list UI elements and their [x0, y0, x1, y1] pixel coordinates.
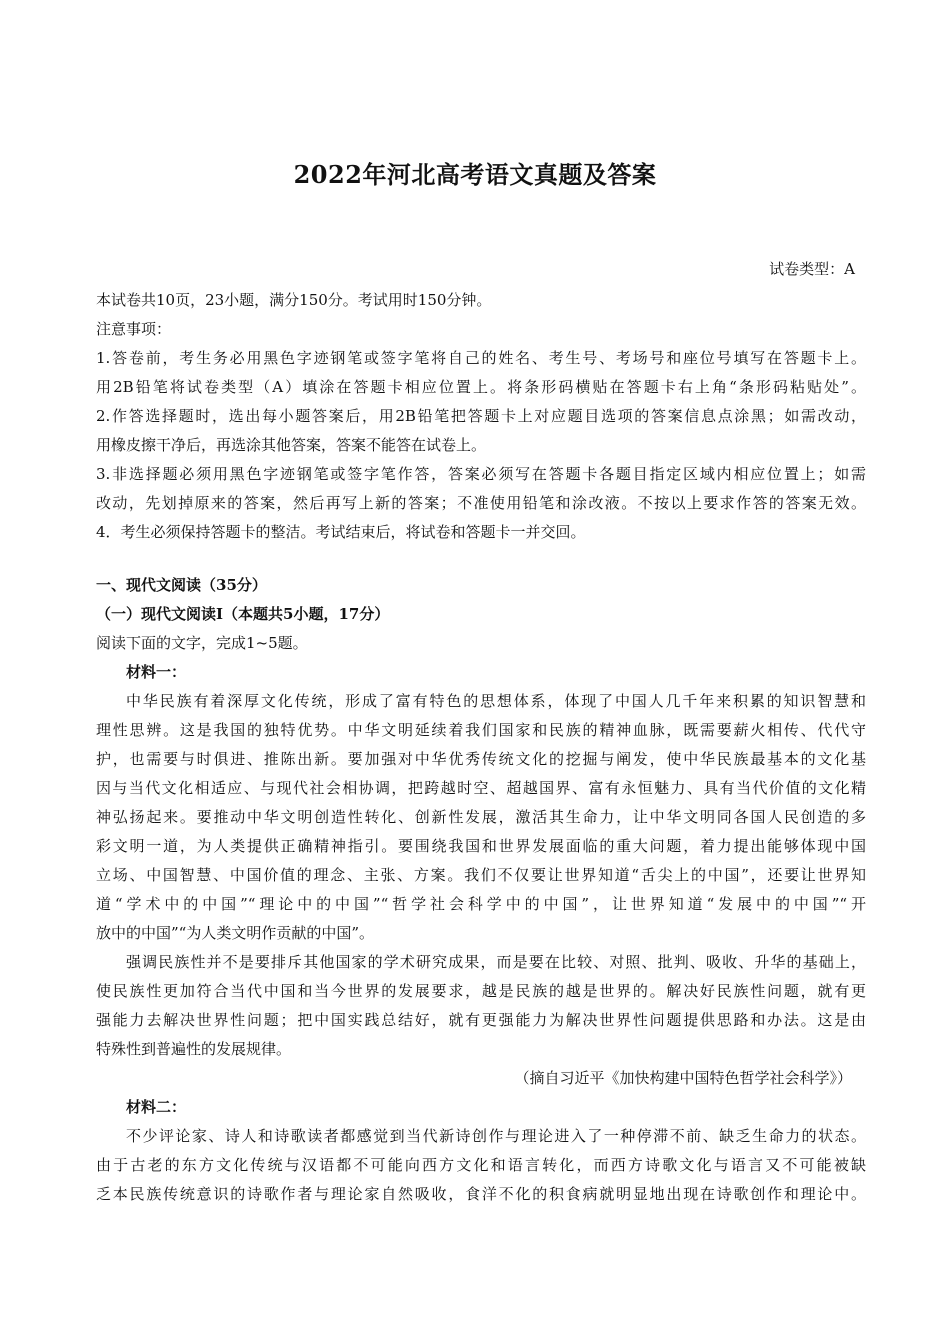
paragraph-line: 护，也需要与时俱进、推陈出新。要加强对中华优秀传统文化的挖掘与阐发，使中华民族最基本的文化基 [96, 750, 866, 768]
paragraph-line: 使民族性更加符合当代中国和当今世界的发展要求，越是民族的越是世界的。解决好民族性问题，就有更 [96, 982, 866, 1000]
spacer [96, 547, 866, 571]
page-title: 2022年河北高考语文真题及答案 [293, 160, 657, 189]
note-line: 4．考生必须保持答题卡的整洁。考试结束后，将试卷和答题卡一并交回。 [96, 523, 586, 541]
section-heading: 一、现代文阅读（35分） [96, 576, 267, 594]
material-label: 材料二： [126, 1098, 187, 1116]
paragraph-line: 因与当代文化相适应、与现代社会相协调，把跨越时空、超越国界、富有永恒魅力、具有当代价值的文化精 [96, 779, 866, 797]
paper-type: 试卷类型：A [769, 260, 855, 278]
note-line: 用橡皮擦干净后，再选涂其他答案，答案不能答在试卷上。 [96, 436, 487, 454]
material-label: 材料一： [126, 663, 187, 681]
note-line: 3.非选择题必须用黑色字迹钢笔或签字笔作答，答案必须写在答题卡各题目指定区域内相应位置上；如需 [96, 465, 866, 483]
paragraph-line: 乏本民族传统意识的诗歌作者与理论家自然吸收，食洋不化的积食病就明显地出现在诗歌创作和理论中。 [96, 1185, 866, 1203]
paragraph-line: 强能力去解决世界性问题；把中国实践总结好，就有更强能力为解决世界性问题提供思路和办法。这是由 [96, 1011, 866, 1029]
paragraph-line: 特殊性到普遍性的发展规律。 [96, 1040, 292, 1058]
paragraph-line: 强调民族性并不是要排斥其他国家的学术研究成果，而是要在比较、对照、批判、吸收、升华的基础上， [126, 953, 866, 971]
note-line: 改动，先划掉原来的答案，然后再写上新的答案；不准使用铅笔和涂改液。不按以上要求作答的答案无效。 [96, 494, 866, 512]
document-body [96, 286, 866, 1209]
paragraph-line: 放中的中国”“为人类文明作贡献的中国”。 [96, 924, 375, 942]
source-citation: （摘自习近平《加快构建中国特色哲学社会科学》） [514, 1069, 852, 1087]
paragraph-line: 神弘扬起来。要推动中华文明创造性转化、创新性发展，激活其生命力，让中华文明同各国人民创造的多 [96, 808, 866, 826]
paragraph-line: 中华民族有着深厚文化传统，形成了富有特色的思想体系，体现了中国人几千年来积累的知识智慧和 [126, 692, 866, 710]
paragraph-line: 道“学术中的中国”“理论中的中国”“哲学社会科学中的中国”，让世界知道“发展中的中国”“开 [96, 895, 866, 913]
instruction-line: 阅读下面的文字，完成1~5题。 [96, 634, 308, 652]
paragraph-line: 不少评论家、诗人和诗歌读者都感觉到当代新诗创作与理论进入了一种停滞不前、缺乏生命力的状态。 [126, 1127, 866, 1145]
note-line: 2.作答选择题时，选出每小题答案后，用2B铅笔把答题卡上对应题目选项的答案信息点涂黑；如需改动， [96, 407, 866, 425]
paragraph-line: 由于古老的东方文化传统与汉语都不可能向西方文化和语言转化，而西方诗歌文化与语言又不可能被缺 [96, 1156, 866, 1174]
intro-line: 本试卷共10页，23小题，满分150分。考试用时150分钟。 [96, 291, 492, 309]
subsection-heading: （一）现代文阅读Ⅰ（本题共5小题，17分） [96, 605, 390, 623]
note-line: 用2B铅笔将试卷类型（A）填涂在答题卡相应位置上。将条形码横贴在答题卡右上角“条形码粘贴处”。 [96, 378, 866, 396]
paragraph-line: 理性思辨。这是我国的独特优势。中华文明延续着我们国家和民族的精神血脉，既需要薪火相传、代代守 [96, 721, 866, 739]
notes-heading: 注意事项： [96, 320, 172, 338]
paragraph-line: 立场、中国智慧、中国价值的理念、主张、方案。我们不仅要让世界知道“舌尖上的中国”，还要让世界知 [96, 866, 866, 884]
paragraph-line: 彩文明一道，为人类提供正确精神指引。要围绕我国和世界发展面临的重大问题，着力提出能够体现中国 [96, 837, 866, 855]
note-line: 1.答卷前，考生务必用黑色字迹钢笔或签字笔将自己的姓名、考生号、考场号和座位号填写在答题卡上。 [96, 349, 866, 367]
